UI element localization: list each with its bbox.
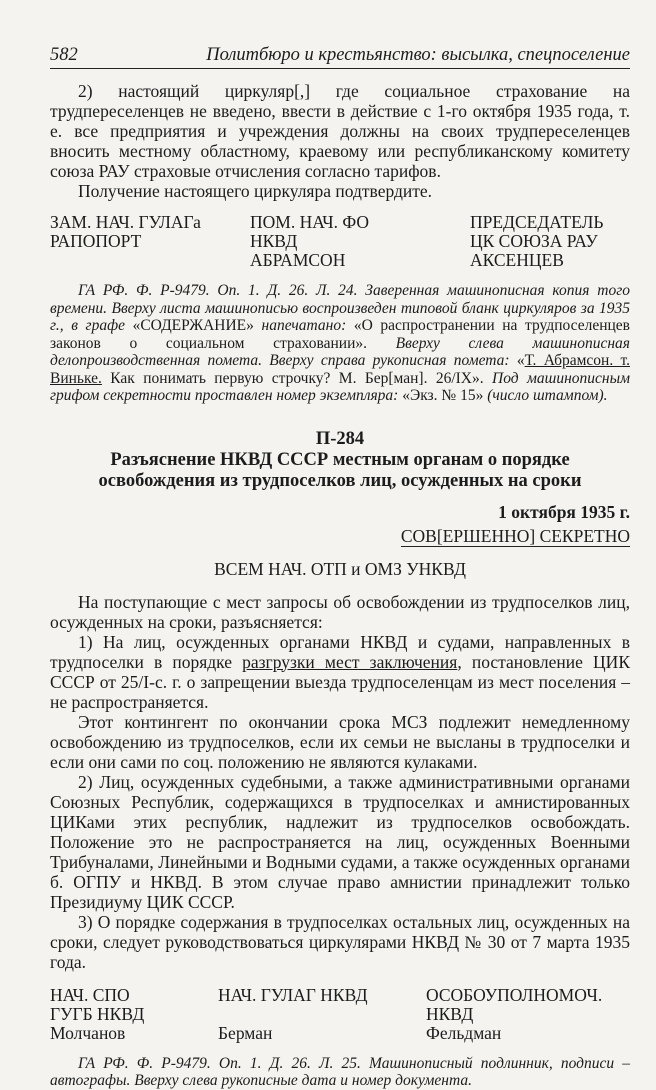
signature-line: ПРЕДСЕДАТЕЛЬ bbox=[470, 212, 604, 232]
paragraph-1-continued: Этот контингент по окончании срока МСЗ подлежит немедленному освобождению из трудпоселков, если их семьи не высланы в трудпоселки и если они сами по соц. положению не являются кулаками. bbox=[50, 711, 630, 772]
paragraph-intro: На поступающие с мест запросы об освобождении из трудпоселков лиц, осужденных на сроки, разъясняется: bbox=[50, 591, 630, 632]
header-rule bbox=[50, 68, 630, 69]
document-title-line-1: Разъяснение НКВД СССР местным органам о порядке bbox=[110, 449, 570, 470]
note-text: « bbox=[516, 352, 525, 369]
signature-line: ПОМ. НАЧ. ФО bbox=[250, 212, 370, 232]
paragraph-confirm: Получение настоящего циркуляра подтвердите. bbox=[78, 181, 433, 201]
archival-note-1 bbox=[50, 282, 630, 405]
document-body bbox=[50, 592, 630, 972]
paragraph-3: 3) О порядке содержания в трудпоселках остальных лиц, осужденных на сроки, следует руководствоваться циркулярами НКВД № 30 от 7 марта 1935 года. bbox=[50, 911, 630, 972]
note-text: «СОДЕРЖАНИЕ» bbox=[132, 317, 254, 334]
note-text: «О распространении на трудпоселенцев законов о социальном страховании». bbox=[50, 317, 630, 352]
note-text: Под машинописным грифом секретности проставлен номер экземпляра: bbox=[50, 369, 630, 404]
signature-line bbox=[218, 1005, 426, 1024]
paragraph-text: , постановление ЦИК СССР от 25/I-с. г. о запрещении выезда трудпоселенцам из мест поселения – не распространяется. bbox=[50, 651, 630, 712]
signature-line: Фельдман bbox=[426, 1022, 502, 1043]
document-date: 1 октября 1935 г. bbox=[498, 501, 630, 522]
signature-line: АБРАМСОН bbox=[250, 250, 346, 270]
underlined-text: разгрузки мест заключения bbox=[242, 651, 458, 672]
signature-column-1 bbox=[50, 986, 218, 1043]
signature-line: НКВД bbox=[426, 1003, 474, 1024]
signature-line: НАЧ. СПО bbox=[50, 984, 130, 1005]
signature-block-2 bbox=[50, 986, 630, 1043]
signature-line: ЦК СОЮЗА РАУ bbox=[470, 231, 598, 251]
signature-column-1 bbox=[50, 213, 250, 270]
signature-column-2 bbox=[250, 213, 470, 270]
note-text: Как понимать первую строчку? М. Бер[ман]. 26/IX». bbox=[101, 369, 484, 387]
running-title: Политбюро и крестьянство: высылка, спецпоселение bbox=[206, 45, 630, 65]
signature-column-3 bbox=[426, 986, 602, 1043]
signature-line: ГУГБ НКВД bbox=[50, 1003, 145, 1024]
previous-document-end bbox=[50, 81, 630, 201]
paragraph-text: 1) На лиц, осужденных органами НКВД и судами, направленных в трудпоселки в порядке bbox=[50, 631, 630, 672]
signature-line: НКВД bbox=[250, 231, 298, 251]
secrecy-text: СОВ[ЕРШЕННО] СЕКРЕТНО bbox=[400, 525, 630, 546]
signature-line: ОСОБОУПОЛНОМОЧ. bbox=[426, 984, 603, 1005]
note-text: (число штампом). bbox=[483, 387, 608, 404]
document-title-line-2: освобождения из трудпоселков лиц, осужденных на сроки bbox=[98, 470, 582, 491]
document-number: П-284 bbox=[315, 428, 365, 449]
note-text: «Экз. № 15» bbox=[402, 387, 484, 404]
signature-column-3 bbox=[470, 213, 603, 270]
note-text: напечатано: bbox=[253, 317, 354, 334]
paragraph-1 bbox=[50, 632, 630, 712]
page-header bbox=[50, 0, 630, 66]
signature-line: РАПОПОРТ bbox=[50, 231, 142, 251]
note-text: ГА РФ. Ф. Р-9479. Оп. 1. Д. 26. Л. 24. Заверенная машинописная копия того времени. Вверху листа машинописью воспроизведен типовой бланк циркуляров за 1935 г., в графе bbox=[50, 282, 630, 334]
signature-line: Молчанов bbox=[50, 1022, 126, 1043]
paragraph-item-2: 2) настоящий циркуляр[,] где социальное страхование на трудпереселенцев не введено, ввести в действие с 1-го октября 1935 года, т. е. все предприятия и учреждения должны на своих трудпереселенцев вносить местному областному, краевому или республиканскому комитету союза РАУ страховые отчисления согласно тарифов. bbox=[50, 81, 630, 181]
signature-line: Берман bbox=[218, 1022, 273, 1043]
note-text: Вверху слева машинописная делопроизводственная помета. Вверху справа рукописная помета: bbox=[50, 334, 631, 369]
signature-column-2 bbox=[218, 986, 426, 1043]
signature-block-1 bbox=[50, 213, 630, 270]
archival-note-2: ГА РФ. Ф. Р-9479. Оп. 1. Д. 26. Л. 25. Машинописный подлинник, подписи – автографы. Вверху слева рукописные дата и номер документа. bbox=[50, 1054, 630, 1089]
signature-line: АКСЕНЦЕВ bbox=[470, 250, 564, 270]
secrecy-stamp bbox=[50, 526, 630, 547]
page-number: 582 bbox=[50, 45, 78, 65]
note-underlined-text: Т. Абрамсон. т. Виньке. bbox=[50, 352, 631, 387]
paragraph-2: 2) Лиц, осужденных судебными, а также административными органами Союзных Республик, содержащихся в трудпоселках и амнистированных ЦИКами этих республик, надлежит из трудпоселков освобождать. Положение это не распространяется на лиц, осужденных Военными Трибуналами, Линейными и Водными судами, а также осужденных органами б. ОГПУ и НКВД. В этом случае право амнистии принадлежит только Президиуму ЦИК СССР. bbox=[50, 771, 630, 912]
addressee: ВСЕМ НАЧ. ОТП и ОМЗ УНКВД bbox=[214, 558, 466, 579]
signature-line: ЗАМ. НАЧ. ГУЛАГа bbox=[50, 212, 201, 232]
signature-line: НАЧ. ГУЛАГ НКВД bbox=[218, 984, 368, 1005]
